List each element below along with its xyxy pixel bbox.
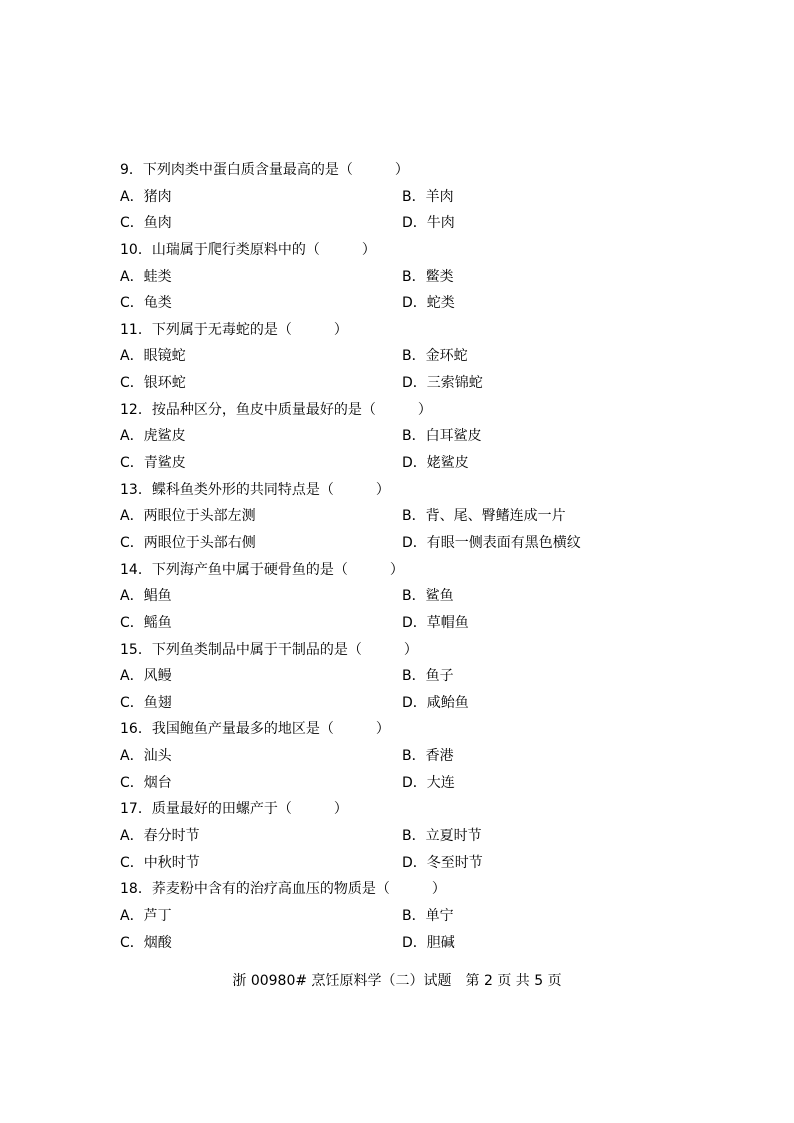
question-stem: 11．下列属于无毒蛇的是（ ） (120, 321, 348, 338)
answer-option: C．青鲨皮 (120, 455, 186, 472)
answer-option: A．蛙类 (120, 268, 172, 285)
page-footer: 浙 00980# 烹饪原料学（二）试题 第 2 页 共 5 页 (232, 973, 562, 989)
option-row (120, 530, 680, 557)
answer-option: A．鲳鱼 (120, 588, 172, 605)
answer-option: C．两眼位于头部右侧 (120, 534, 256, 551)
option-row (120, 503, 680, 530)
option-row (120, 184, 680, 211)
question-stem: 13．鲽科鱼类外形的共同特点是（ ） (120, 481, 390, 498)
answer-option: B．立夏时节 (402, 828, 482, 845)
answer-option: C．龟类 (120, 295, 172, 312)
option-row (120, 770, 680, 797)
question-list (120, 157, 680, 956)
answer-option: B．香港 (402, 748, 454, 765)
question-block (120, 157, 680, 237)
answer-option: C．鱼翅 (120, 694, 172, 711)
answer-option: D．草帽鱼 (402, 614, 469, 631)
question-block (120, 557, 680, 637)
answer-option: D．胆碱 (402, 934, 455, 951)
question-stem: 15．下列鱼类制品中属于干制品的是（ ） (120, 641, 418, 658)
answer-option: B．背、尾、臀鳍连成一片 (402, 508, 566, 525)
option-row (120, 583, 680, 610)
option-row (120, 850, 680, 877)
option-row (120, 610, 680, 637)
answer-option: D．有眼一侧表面有黑色横纹 (402, 534, 581, 551)
question-stem: 12．按品种区分，鱼皮中质量最好的是（ ） (120, 401, 432, 418)
question-block (120, 637, 680, 717)
answer-option: D．大连 (402, 774, 455, 791)
answer-option: B．金环蛇 (402, 348, 468, 365)
answer-option: D．蛇类 (402, 295, 455, 312)
answer-option: D．咸鲐鱼 (402, 694, 469, 711)
option-row (120, 264, 680, 291)
question-block (120, 317, 680, 397)
answer-option: A．汕头 (120, 748, 172, 765)
option-row (120, 343, 680, 370)
question-stem: 10．山瑞属于爬行类原料中的（ ） (120, 241, 376, 258)
question-stem: 17．质量最好的田螺产于（ ） (120, 801, 348, 818)
answer-option: A．猪肉 (120, 188, 172, 205)
answer-option: A．两眼位于头部左测 (120, 508, 256, 525)
answer-option: B．单宁 (402, 907, 454, 924)
question-block (120, 716, 680, 796)
option-row (120, 663, 680, 690)
option-row (120, 450, 680, 477)
answer-option: D．三索锦蛇 (402, 375, 483, 392)
answer-option: B．鱼子 (402, 668, 454, 685)
answer-option: A．芦丁 (120, 907, 172, 924)
answer-option: B．鳖类 (402, 268, 454, 285)
question-stem: 9．下列肉类中蛋白质含量最高的是（ ） (120, 162, 409, 178)
answer-option: D．牛肉 (402, 215, 455, 232)
answer-option: D．姥鲨皮 (402, 455, 469, 472)
answer-option: C．鱼肉 (120, 215, 172, 232)
answer-option: C．中秋时节 (120, 854, 200, 871)
answer-option: C．银环蛇 (120, 375, 186, 392)
question-stem: 18．荞麦粉中含有的治疗高血压的物质是（ ） (120, 881, 446, 898)
option-row (120, 903, 680, 930)
option-row (120, 423, 680, 450)
option-row (120, 743, 680, 770)
answer-option: B．鲨鱼 (402, 588, 454, 605)
option-row (120, 290, 680, 317)
answer-option: A．虎鲨皮 (120, 428, 186, 445)
option-row (120, 930, 680, 957)
answer-option: D．冬至时节 (402, 854, 483, 871)
answer-option: A．风鳗 (120, 668, 172, 685)
option-row (120, 370, 680, 397)
question-stem: 16．我国鲍鱼产量最多的地区是（ ） (120, 721, 390, 738)
question-block (120, 876, 680, 956)
answer-option: C．烟台 (120, 774, 172, 791)
option-row (120, 690, 680, 717)
answer-option: B．羊肉 (402, 188, 454, 205)
option-row (120, 823, 680, 850)
question-block (120, 796, 680, 876)
answer-option: C．鳐鱼 (120, 614, 172, 631)
answer-option: A．眼镜蛇 (120, 348, 186, 365)
answer-option: C．烟酸 (120, 934, 172, 951)
answer-option: A．春分时节 (120, 828, 200, 845)
option-row (120, 210, 680, 237)
question-block (120, 397, 680, 477)
question-stem: 14．下列海产鱼中属于硬骨鱼的是（ ） (120, 561, 404, 578)
question-block (120, 477, 680, 557)
answer-option: B．白耳鲨皮 (402, 428, 482, 445)
question-block (120, 237, 680, 317)
